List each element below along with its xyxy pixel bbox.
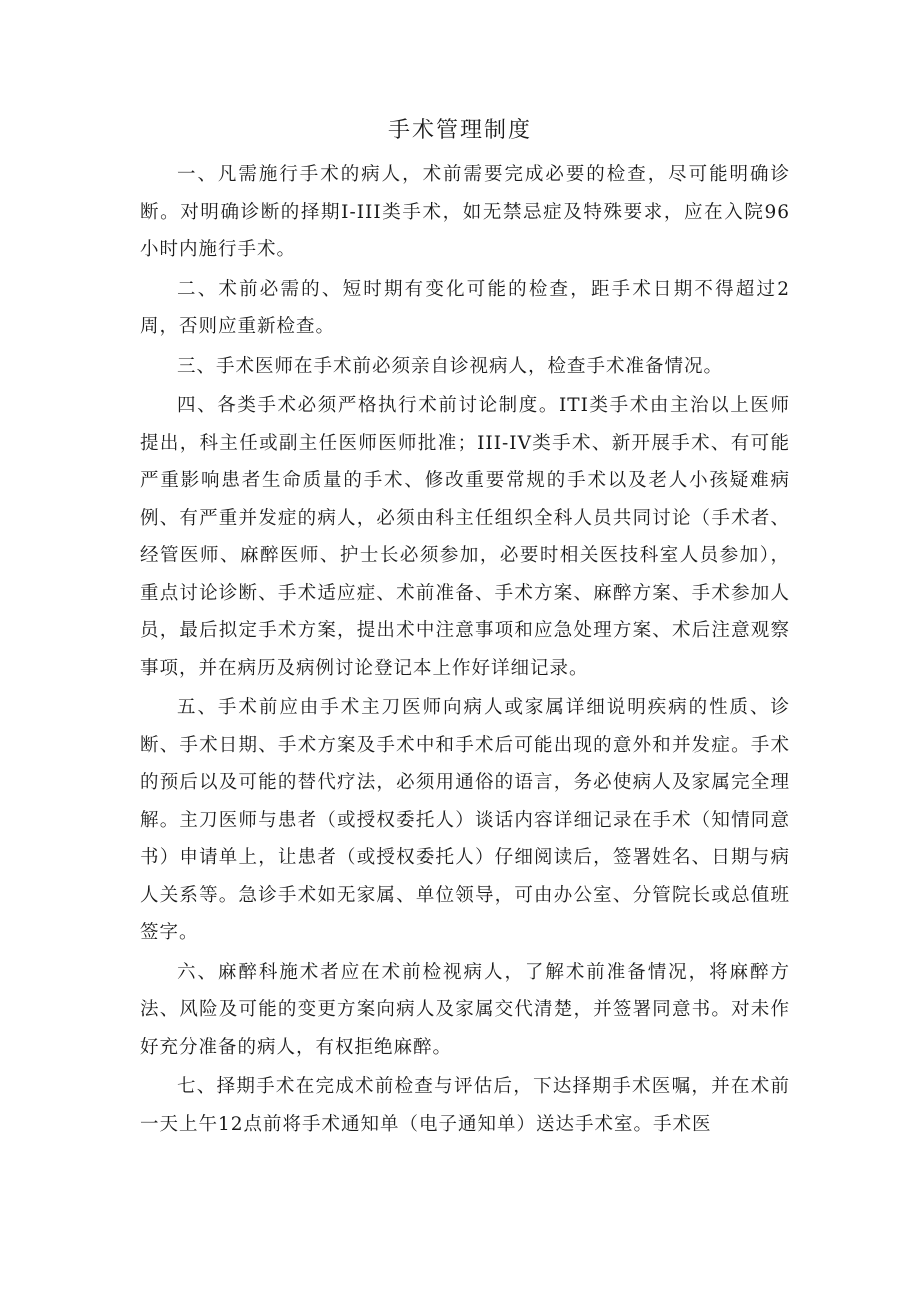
document-body: [140, 156, 790, 1143]
paragraph-7: 七、择期手术在完成术前检查与评估后，下达择期手术医嘱，并在术前一天上午12点前将手术通知单（电子通知单）送达手术室。手术医: [140, 1076, 790, 1135]
document-title: 手术管理制度: [387, 118, 532, 143]
paragraph-4: 四、各类手术必须严格执行术前讨论制度。ITI类手术由主治以上医师提出，科主任或副主任医师医师批准；III-IV类手术、新开展手术、有可能严重影响患者生命质量的手术、修改重要常规的手术以及老人小孩疑难病例、有严重并发症的病人，必须由科主任组织全科人员共同讨论（手术者、经管医师、麻醉医师、护士长必须参加，必要时相关医技科室人员参加），重点讨论诊断、手术适应症、术前准备、手术方案、麻醉方案、手术参加人员，最后拟定手术方案，提出术中注意事项和应急处理方案、术后注意观察事项，并在病历及病例讨论登记本上作好详细记录。: [140, 395, 790, 679]
paragraph-3: 三、手术医师在手术前必须亲自诊视病人，检查手术准备情况。: [177, 355, 724, 377]
paragraph-2: 二、术前必需的、短时期有变化可能的检查，距手术日期不得超过2周，否则应重新检查。: [140, 278, 790, 337]
paragraph-5: 五、手术前应由手术主刀医师向病人或家属详细说明疾病的性质、诊断、手术日期、手术方案及手术中和手术后可能出现的意外和并发症。手术的预后以及可能的替代疗法，必须用通俗的语言，务必使病人及家属完全理解。主刀医师与患者（或授权委托人）谈话内容详细记录在手术（知情同意书）申请单上，让患者（或授权委托人）仔细阅读后，签署姓名、日期与病人关系等。急诊手术如无家属、单位领导，可由办公室、分管院长或总值班签字。: [140, 697, 790, 943]
paragraph-1: 一、凡需施行手术的病人，术前需要完成必要的检查，尽可能明确诊断。对明确诊断的择期I-III类手术，如无禁忌症及特殊要求，应在入院96小时内施行手术。: [140, 164, 790, 260]
paragraph-6: 六、麻醉科施术者应在术前检视病人，了解术前准备情况，将麻醉方法、风险及可能的变更方案向病人及家属交代清楚，并签署同意书。对未作好充分准备的病人，有权拒绝麻醉。: [140, 961, 790, 1058]
